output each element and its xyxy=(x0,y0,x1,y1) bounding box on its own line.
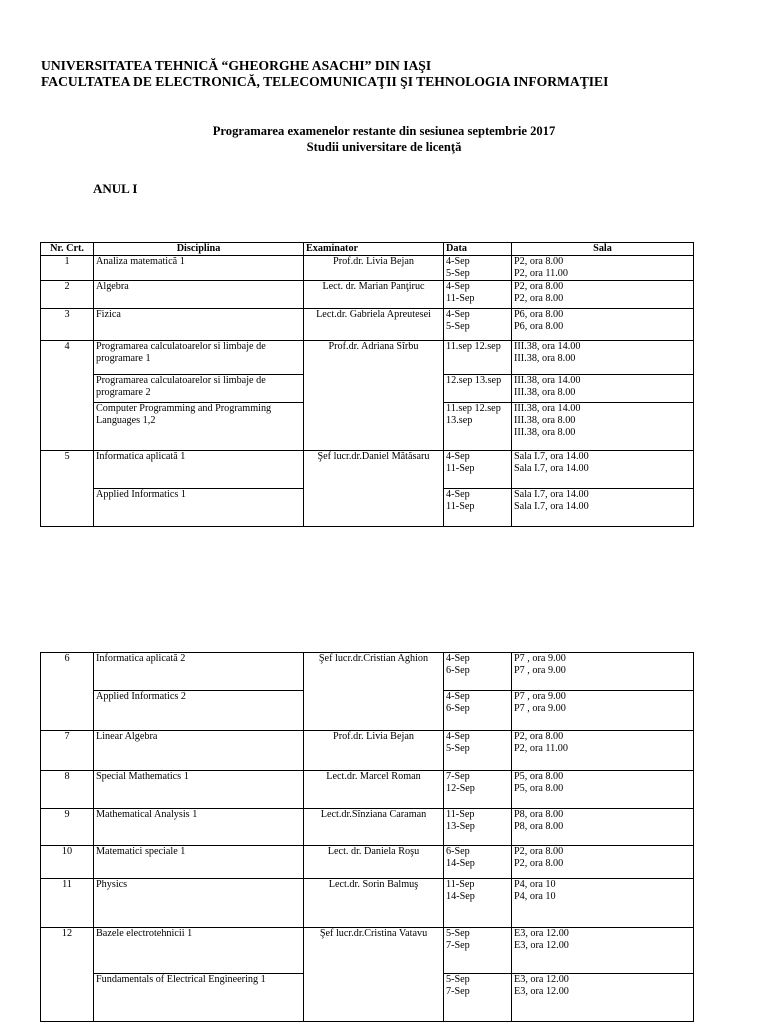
document-subtitle: Studii universitare de licenţă xyxy=(306,140,462,154)
discipline-cell-line: Applied Informatics 1 xyxy=(96,489,186,500)
date-cell xyxy=(444,403,512,451)
discipline-cell xyxy=(94,846,304,879)
room-cell-line: P2, ora 8.00 xyxy=(514,256,564,267)
col-header-examinator: Examinator xyxy=(304,243,444,256)
exam-schedule-table-1 xyxy=(40,242,694,527)
room-cell xyxy=(512,691,694,731)
date-cell-line: 11-Sep xyxy=(446,879,475,890)
table-row xyxy=(41,809,694,846)
room-cell xyxy=(512,846,694,879)
room-cell xyxy=(512,451,694,489)
discipline-cell-line: Fizica xyxy=(96,309,121,320)
date-cell xyxy=(444,341,512,375)
date-cell-line: 4-Sep xyxy=(446,489,470,500)
room-cell xyxy=(512,375,694,403)
date-cell xyxy=(444,309,512,341)
row-number: 2 xyxy=(41,281,94,309)
table-row xyxy=(41,928,694,974)
date-cell xyxy=(444,974,512,1022)
room-cell xyxy=(512,403,694,451)
examiner-cell: Lect.dr. Gabriela Apreutesei xyxy=(304,309,444,341)
room-cell-line: E3, ora 12.00 xyxy=(514,974,569,985)
table-row xyxy=(41,771,694,809)
discipline-cell xyxy=(94,375,304,403)
room-cell-line: III.38, ora 8.00 xyxy=(514,415,576,426)
date-cell-line: 4-Sep xyxy=(446,256,470,267)
date-cell-line: 7-Sep xyxy=(446,986,470,997)
room-cell-line: Sala I.7, ora 14.00 xyxy=(514,463,589,474)
discipline-cell-line: Programarea calculatoarelor si limbaje de xyxy=(96,341,266,352)
room-cell-line: P2, ora 8.00 xyxy=(514,281,564,292)
discipline-cell-line: Fundamentals of Electrical Engineering 1 xyxy=(96,974,266,985)
room-cell-line: P2, ora 11.00 xyxy=(514,743,568,754)
col-header-data: Data xyxy=(444,243,512,256)
examiner-cell: Prof.dr. Adriana Sîrbu xyxy=(304,341,444,451)
date-cell-line: 11-Sep xyxy=(446,501,475,512)
discipline-cell-line: programare 1 xyxy=(96,353,151,364)
room-cell-line: III.38, ora 14.00 xyxy=(514,341,581,352)
room-cell-line: P6, ora 8.00 xyxy=(514,321,564,332)
room-cell-line: E3, ora 12.00 xyxy=(514,928,569,939)
discipline-cell-line: Algebra xyxy=(96,281,129,292)
discipline-cell xyxy=(94,771,304,809)
discipline-cell xyxy=(94,341,304,375)
room-cell-line: P8, ora 8.00 xyxy=(514,821,564,832)
room-cell-line: III.38, ora 8.00 xyxy=(514,427,576,438)
discipline-cell xyxy=(94,928,304,974)
table-row xyxy=(41,341,694,375)
room-cell-line: P4, ora 10 xyxy=(514,879,556,890)
discipline-cell-line: programare 2 xyxy=(96,387,151,398)
date-cell xyxy=(444,653,512,691)
room-cell xyxy=(512,653,694,691)
examiner-cell: Şef lucr.dr.Daniel Mătăsaru xyxy=(304,451,444,527)
date-cell-line: 11-Sep xyxy=(446,293,475,304)
room-cell-line: P7 , ora 9.00 xyxy=(514,691,566,702)
row-number: 11 xyxy=(41,879,94,928)
date-cell xyxy=(444,451,512,489)
discipline-cell xyxy=(94,809,304,846)
discipline-cell xyxy=(94,653,304,691)
row-number: 12 xyxy=(41,928,94,1022)
row-number: 6 xyxy=(41,653,94,731)
date-cell xyxy=(444,771,512,809)
col-header-sala: Sala xyxy=(512,243,694,256)
row-number: 10 xyxy=(41,846,94,879)
room-cell-line: P6, ora 8.00 xyxy=(514,309,564,320)
table-row xyxy=(41,731,694,771)
discipline-cell xyxy=(94,731,304,771)
room-cell-line: P7 , ora 9.00 xyxy=(514,703,566,714)
date-cell-line: 7-Sep xyxy=(446,940,470,951)
row-number: 4 xyxy=(41,341,94,451)
room-cell-line: P2, ora 8.00 xyxy=(514,846,564,857)
room-cell-line: Sala I.7, ora 14.00 xyxy=(514,489,589,500)
document-title: Programarea examenelor restante din sesiunea septembrie 2017 xyxy=(212,124,556,138)
date-cell-line: 12-Sep xyxy=(446,783,475,794)
room-cell-line: P7 , ora 9.00 xyxy=(514,665,566,676)
exam-schedule-table-2 xyxy=(40,652,694,1022)
discipline-cell-line: Computer Programming and Programming xyxy=(96,403,272,414)
date-cell-line: 14-Sep xyxy=(446,891,475,902)
discipline-cell-line: Linear Algebra xyxy=(96,731,158,742)
date-cell-line: 5-Sep xyxy=(446,268,470,279)
room-cell xyxy=(512,309,694,341)
room-cell xyxy=(512,928,694,974)
room-cell-line: III.38, ora 14.00 xyxy=(514,375,581,386)
row-number: 9 xyxy=(41,809,94,846)
discipline-cell-line: Programarea calculatoarelor si limbaje de xyxy=(96,375,266,386)
date-cell-line: 6-Sep xyxy=(446,665,470,676)
date-cell-line: 6-Sep xyxy=(446,703,470,714)
room-cell-line: P2, ora 8.00 xyxy=(514,731,564,742)
room-cell-line: III.38, ora 8.00 xyxy=(514,353,576,364)
table-row xyxy=(41,879,694,928)
examiner-cell: Şef lucr.dr.Cristina Vatavu xyxy=(304,928,444,1022)
room-cell-line: P5, ora 8.00 xyxy=(514,783,564,794)
col-header-disciplina: Disciplina xyxy=(94,243,304,256)
row-number: 8 xyxy=(41,771,94,809)
date-cell xyxy=(444,281,512,309)
room-cell-line: E3, ora 12.00 xyxy=(514,986,569,997)
date-cell-line: 4-Sep xyxy=(446,451,470,462)
date-cell-line: 11.sep 12.sep xyxy=(446,403,501,414)
date-cell-line: 7-Sep xyxy=(446,771,470,782)
room-cell-line: P5, ora 8.00 xyxy=(514,771,564,782)
room-cell-line: P8, ora 8.00 xyxy=(514,809,564,820)
date-cell-line: 13.sep xyxy=(446,415,473,426)
date-cell-line: 4-Sep xyxy=(446,653,470,664)
table-row xyxy=(41,653,694,691)
date-cell xyxy=(444,846,512,879)
room-cell-line: P2, ora 11.00 xyxy=(514,268,568,279)
room-cell xyxy=(512,974,694,1022)
date-cell xyxy=(444,928,512,974)
room-cell xyxy=(512,879,694,928)
faculty-name: FACULTATEA DE ELECTRONICĂ, TELECOMUNICAŢII ŞI TEHNOLOGIA INFORMAŢIEI xyxy=(41,74,609,89)
date-cell-line: 13-Sep xyxy=(446,821,475,832)
discipline-cell xyxy=(94,879,304,928)
row-number: 7 xyxy=(41,731,94,771)
date-cell-line: 11-Sep xyxy=(446,463,475,474)
table-row xyxy=(41,451,694,489)
date-cell xyxy=(444,731,512,771)
date-cell-line: 11-Sep xyxy=(446,809,475,820)
date-cell-line: 4-Sep xyxy=(446,731,470,742)
room-cell xyxy=(512,489,694,527)
date-cell xyxy=(444,489,512,527)
examiner-cell: Lect. dr. Marian Panţiruc xyxy=(304,281,444,309)
room-cell xyxy=(512,256,694,281)
date-cell xyxy=(444,809,512,846)
discipline-cell-line: Mathematical Analysis 1 xyxy=(96,809,198,820)
date-cell xyxy=(444,691,512,731)
row-number: 5 xyxy=(41,451,94,527)
discipline-cell-line: Analiza matematică 1 xyxy=(96,256,185,267)
discipline-cell-line: Bazele electrotehnicii 1 xyxy=(96,928,193,939)
room-cell-line: E3, ora 12.00 xyxy=(514,940,569,951)
room-cell-line: Sala I.7, ora 14.00 xyxy=(514,501,589,512)
date-cell xyxy=(444,375,512,403)
table-row xyxy=(41,281,694,309)
col-header-nr: Nr. Crt. xyxy=(41,243,94,256)
room-cell xyxy=(512,281,694,309)
date-cell-line: 4-Sep xyxy=(446,309,470,320)
date-cell-line: 5-Sep xyxy=(446,928,470,939)
date-cell-line: 12.sep 13.sep xyxy=(446,375,502,386)
room-cell-line: III.38, ora 14.00 xyxy=(514,403,581,414)
date-cell-line: 5-Sep xyxy=(446,321,470,332)
date-cell-line: 4-Sep xyxy=(446,281,470,292)
room-cell-line: P7 , ora 9.00 xyxy=(514,653,566,664)
examiner-cell: Lect.dr. Marcel Roman xyxy=(304,771,444,809)
row-number: 1 xyxy=(41,256,94,281)
date-cell xyxy=(444,256,512,281)
discipline-cell xyxy=(94,256,304,281)
date-cell-line: 5-Sep xyxy=(446,743,470,754)
university-name: UNIVERSITATEA TEHNICĂ “GHEORGHE ASACHI” DIN IAŞI xyxy=(41,58,432,73)
discipline-cell-line: Languages 1,2 xyxy=(96,415,156,426)
table-row xyxy=(41,256,694,281)
year-heading: ANUL I xyxy=(93,181,138,196)
examiner-cell: Lect.dr.Sînziana Caraman xyxy=(304,809,444,846)
table-row xyxy=(41,309,694,341)
room-cell xyxy=(512,809,694,846)
discipline-cell xyxy=(94,403,304,451)
discipline-cell xyxy=(94,451,304,489)
discipline-cell-line: Special Mathematics 1 xyxy=(96,771,189,782)
date-cell xyxy=(444,879,512,928)
discipline-cell xyxy=(94,489,304,527)
room-cell-line: Sala I.7, ora 14.00 xyxy=(514,451,589,462)
room-cell-line: P2, ora 8.00 xyxy=(514,858,564,869)
discipline-cell-line: Informatica aplicată 1 xyxy=(96,451,186,462)
date-cell-line: 6-Sep xyxy=(446,846,470,857)
date-cell-line: 11.sep 12.sep xyxy=(446,341,501,352)
date-cell-line: 5-Sep xyxy=(446,974,470,985)
date-cell-line: 4-Sep xyxy=(446,691,470,702)
examiner-cell: Prof.dr. Livia Bejan xyxy=(304,731,444,771)
room-cell-line: P4, ora 10 xyxy=(514,891,556,902)
examiner-cell: Lect. dr. Daniela Roşu xyxy=(304,846,444,879)
discipline-cell xyxy=(94,974,304,1022)
room-cell xyxy=(512,731,694,771)
discipline-cell-line: Informatica aplicată 2 xyxy=(96,653,186,664)
discipline-cell xyxy=(94,691,304,731)
table-row xyxy=(41,846,694,879)
examiner-cell: Lect.dr. Sorin Balmuş xyxy=(304,879,444,928)
room-cell-line: P2, ora 8.00 xyxy=(514,293,564,304)
discipline-cell-line: Applied Informatics 2 xyxy=(96,691,186,702)
discipline-cell-line: Matematici speciale 1 xyxy=(96,846,186,857)
examiner-cell: Şef lucr.dr.Cristian Aghion xyxy=(304,653,444,731)
row-number: 3 xyxy=(41,309,94,341)
discipline-cell-line: Physics xyxy=(96,879,128,890)
discipline-cell xyxy=(94,309,304,341)
examiner-cell: Prof.dr. Livia Bejan xyxy=(304,256,444,281)
table-header-row xyxy=(41,243,694,256)
room-cell-line: III.38, ora 8.00 xyxy=(514,387,576,398)
room-cell xyxy=(512,771,694,809)
date-cell-line: 14-Sep xyxy=(446,858,475,869)
discipline-cell xyxy=(94,281,304,309)
room-cell xyxy=(512,341,694,375)
